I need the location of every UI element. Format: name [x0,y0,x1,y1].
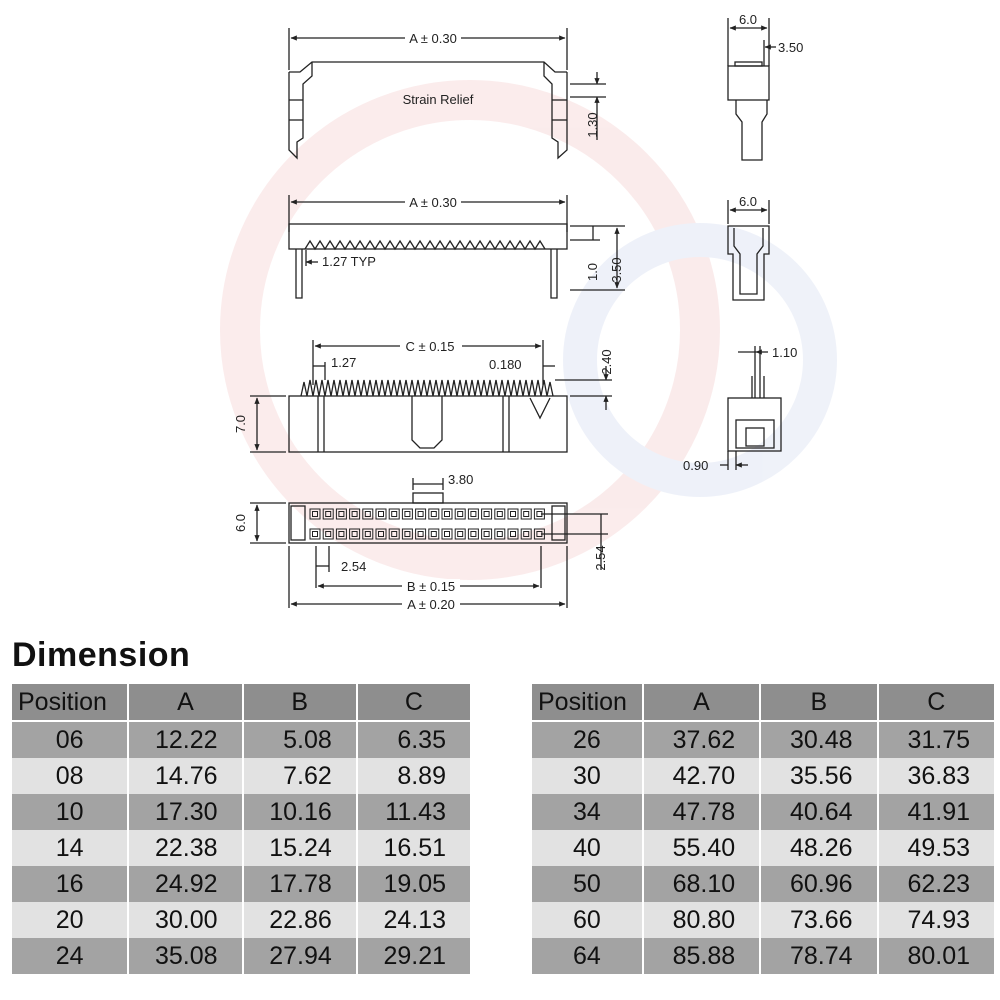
cell-position: 50 [531,866,643,902]
contact-cell [508,509,518,519]
header-b: B [760,683,877,721]
contact-hole [431,512,436,517]
contact-cell [468,509,478,519]
cell-position: 10 [11,794,128,830]
contact-cell [482,529,492,539]
dim-end-top-label: 1.10 [772,345,798,360]
cell-a: 24.92 [128,866,242,902]
table-row [531,866,995,902]
contact-hole [471,532,476,537]
dim-2-label: 3.50 [609,257,624,283]
table-row [531,938,995,974]
header-position: Position [531,683,643,721]
header-a: A [643,683,760,721]
cell-c: 19.05 [357,866,471,902]
table-row [11,758,471,794]
cell-b: 60.96 [760,866,877,902]
contact-cell [442,529,452,539]
cell-b: 35.56 [760,758,877,794]
cell-a: 47.78 [643,794,760,830]
dim-c-label: C ± 0.15 [405,339,455,354]
table-row [531,830,995,866]
cell-b: 17.78 [243,866,357,902]
dim-a-bottom-label: A ± 0.20 [407,597,455,612]
contact-cell [310,529,320,539]
dim-end-width-label: 6.0 [738,12,758,27]
cell-position: 60 [531,902,643,938]
cell-c: 41.91 [878,794,995,830]
cell-c: 29.21 [357,938,471,974]
contact-hole [392,512,397,517]
cell-position: 30 [531,758,643,794]
contact-cell [376,509,386,519]
cell-a: 80.80 [643,902,760,938]
contact-hole [458,512,463,517]
contact-hole [379,512,384,517]
contact-cell [468,529,478,539]
end-view-bottom [720,346,781,470]
cell-b: 73.66 [760,902,877,938]
cell-b: 30.48 [760,721,877,758]
table-row [11,938,471,974]
table-row [531,758,995,794]
cell-position: 16 [11,866,128,902]
table-row [11,721,471,758]
contact-cell [495,509,505,519]
cell-b: 78.74 [760,938,877,974]
dim-pitch-y-label: 2.54 [593,545,608,571]
cell-a: 42.70 [643,758,760,794]
cell-b: 22.86 [243,902,357,938]
table-row [11,866,471,902]
dim-a-label-2: A ± 0.30 [409,195,457,210]
contact-cell [416,509,426,519]
contact-hole [445,532,450,537]
contact-hole [313,532,318,537]
contact-cell [389,509,399,519]
contact-hole [484,532,489,537]
cell-position: 06 [11,721,128,758]
table-row [11,830,471,866]
dim-height-front-label: 7.0 [233,414,248,434]
dim-thickness-label: 0.180 [489,357,522,372]
cell-c: 49.53 [878,830,995,866]
watermark-gear [240,100,820,560]
cell-position: 24 [11,938,128,974]
cell-b: 27.94 [243,938,357,974]
dim-end-bottom-label: 0.90 [683,458,709,473]
contact-hole [471,512,476,517]
contact-cell [429,509,439,519]
header-a: A [128,683,242,721]
dim-a-label: A ± 0.30 [409,31,457,46]
contact-hole [418,512,423,517]
cell-a: 17.30 [128,794,242,830]
contact-hole [445,512,450,517]
cell-position: 08 [11,758,128,794]
table-row [11,902,471,938]
dim-b-label: B ± 0.15 [406,579,456,594]
table-header-row [11,683,471,721]
cell-position: 64 [531,938,643,974]
cell-position: 20 [11,902,128,938]
table-header-row [531,683,995,721]
contact-cell [521,509,531,519]
contact-hole [497,532,502,537]
dim-height-label: 1.30 [585,112,600,138]
dim-1-label: 1.0 [585,262,600,282]
dim-pitch-front-label: 1.27 [331,355,357,370]
contact-cell [402,509,412,519]
cell-c: 11.43 [357,794,471,830]
cell-b: 5.08 [243,721,357,758]
cell-position: 34 [531,794,643,830]
table-row [11,794,471,830]
contact-hole [524,512,529,517]
side-view-pins [289,195,625,298]
end-view-top [728,18,776,160]
contact-hole [405,512,410,517]
table-row [531,794,995,830]
dimension-table-right [530,682,996,974]
dim-end-inner-label: 3.50 [778,40,804,55]
dimension-table-left [10,682,472,974]
header-c: C [357,683,471,721]
cell-c: 74.93 [878,902,995,938]
cell-a: 30.00 [128,902,242,938]
cell-a: 35.08 [128,938,242,974]
header-c: C [878,683,995,721]
cell-b: 15.24 [243,830,357,866]
contact-cell [442,509,452,519]
cell-a: 85.88 [643,938,760,974]
dim-bottom-height-label: 6.0 [233,513,248,533]
cell-position: 26 [531,721,643,758]
dim-key-label: 3.80 [448,472,474,487]
front-view [250,340,612,452]
cell-c: 62.23 [878,866,995,902]
table-row [531,721,995,758]
cell-c: 80.01 [878,938,995,974]
cell-a: 37.62 [643,721,760,758]
contact-cell [455,509,465,519]
cell-a: 22.38 [128,830,242,866]
dim-pin-label: 2.40 [599,349,614,375]
cell-a: 55.40 [643,830,760,866]
contact-cell [482,509,492,519]
contact-cell [455,529,465,539]
cell-position: 40 [531,830,643,866]
header-position: Position [11,683,128,721]
cell-a: 68.10 [643,866,760,902]
cell-b: 7.62 [243,758,357,794]
cell-b: 10.16 [243,794,357,830]
cell-c: 24.13 [357,902,471,938]
cell-a: 14.76 [128,758,242,794]
cell-c: 31.75 [878,721,995,758]
dim-pitch-label: 1.27 TYP [322,254,376,269]
strain-relief-label: Strain Relief [402,92,474,107]
cell-b: 40.64 [760,794,877,830]
contact-hole [497,512,502,517]
contact-hole [484,512,489,517]
table-row [531,902,995,938]
dim-mid-width-label: 6.0 [738,194,758,209]
contact-hole [511,512,516,517]
dimension-heading: Dimension [12,636,191,674]
cell-b: 48.26 [760,830,877,866]
contact-hole [458,532,463,537]
cell-c: 36.83 [878,758,995,794]
cell-c: 16.51 [357,830,471,866]
cell-position: 14 [11,830,128,866]
cell-c: 8.89 [357,758,471,794]
dim-pitch-x-label: 2.54 [341,559,367,574]
contact-hole [431,532,436,537]
header-b: B [243,683,357,721]
cell-a: 12.22 [128,721,242,758]
cell-c: 6.35 [357,721,471,758]
